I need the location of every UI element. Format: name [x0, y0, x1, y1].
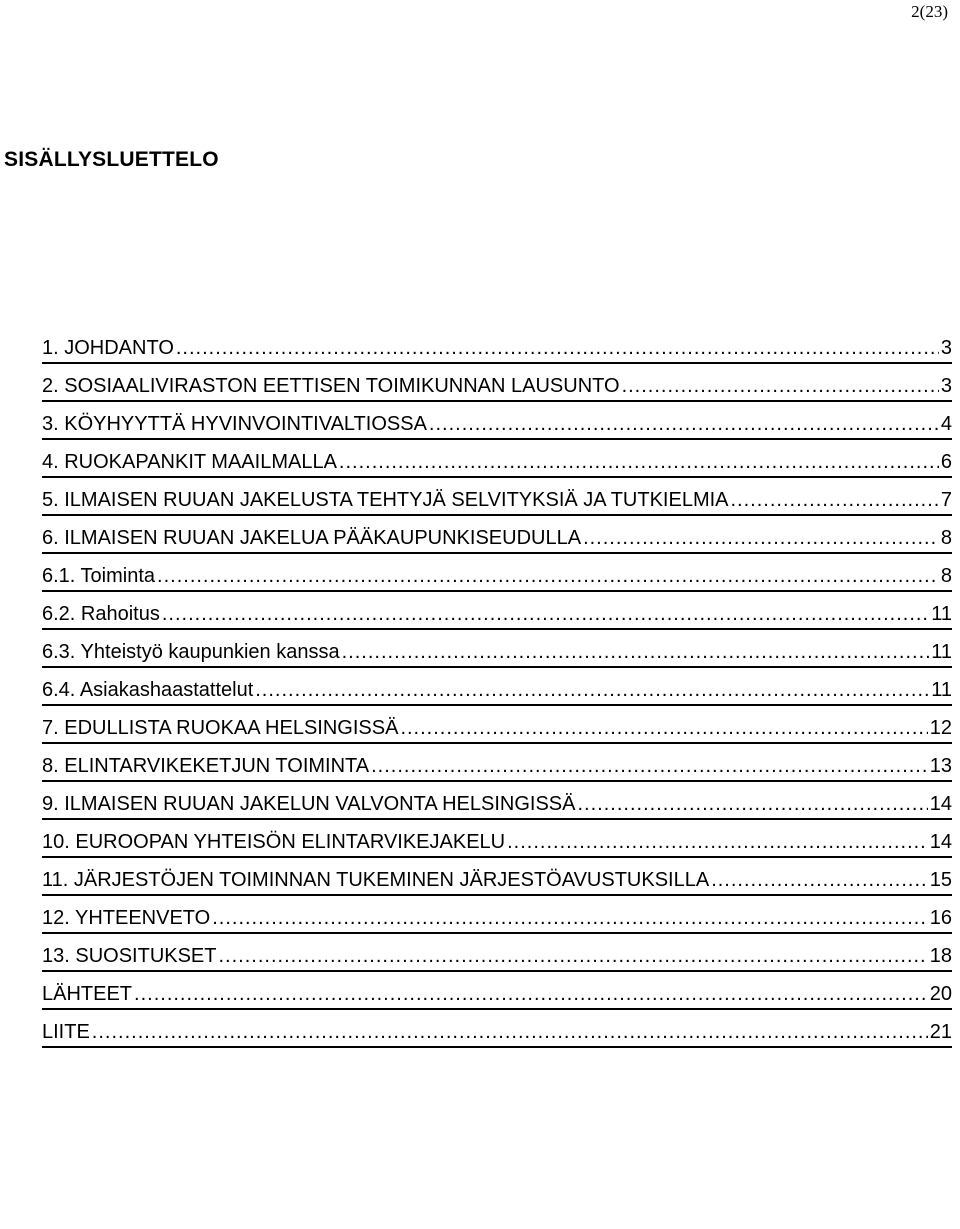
toc-subentry[interactable]: [42, 554, 952, 592]
toc-entry[interactable]: [42, 782, 952, 820]
toc-entry-label: 13. SUOSITUKSET: [42, 945, 217, 967]
toc-entry-page: 21: [929, 1021, 952, 1043]
toc-entry-label: 1. JOHDANTO: [42, 337, 174, 359]
toc-title: SISÄLLYSLUETTELO: [4, 148, 219, 171]
table-of-contents: [42, 326, 952, 1048]
toc-entry-page: 7: [940, 489, 952, 511]
toc-entry-page: 11: [931, 679, 952, 701]
toc-entry-page: 14: [929, 793, 952, 815]
toc-entry-page: 6: [940, 451, 952, 473]
toc-entry-label: 6.1. Toiminta: [42, 565, 156, 587]
toc-entry-label: 6.2. Rahoitus: [42, 603, 160, 625]
toc-entry-label: 5. ILMAISEN RUUAN JAKELUSTA TEHTYJÄ SELVITYKSIÄ JA TUTKIELMIA: [42, 489, 729, 511]
toc-entry-label: 2. SOSIAALIVIRASTON EETTISEN TOIMIKUNNAN LAUSUNTO: [42, 375, 620, 397]
toc-entry[interactable]: [42, 972, 952, 1010]
toc-entry-label: 3. KÖYHYYTTÄ HYVINVOINTIVALTIOSSA: [42, 413, 427, 435]
toc-entry-page: 8: [940, 565, 952, 587]
toc-entry[interactable]: [42, 858, 952, 896]
toc-entry-label: 6.3. Yhteistyö kaupunkien kanssa: [42, 641, 340, 663]
toc-entry[interactable]: [42, 364, 952, 402]
toc-entry-page: 12: [929, 717, 952, 739]
toc-entry-page: 11: [931, 641, 952, 663]
toc-entry[interactable]: [42, 440, 952, 478]
toc-subentry[interactable]: [42, 592, 952, 630]
toc-subentry[interactable]: [42, 630, 952, 668]
toc-entry-page: 8: [940, 527, 952, 549]
toc-entry-page: 16: [929, 907, 952, 929]
toc-entry-page: 20: [929, 983, 952, 1005]
toc-entry[interactable]: [42, 326, 952, 364]
toc-entry[interactable]: [42, 896, 952, 934]
toc-entry[interactable]: [42, 478, 952, 516]
toc-entry-label: 6.4. Asiakashaastattelut: [42, 679, 254, 701]
toc-entry[interactable]: [42, 516, 952, 554]
toc-entry-label: 10. EUROOPAN YHTEISÖN ELINTARVIKEJAKELU: [42, 831, 506, 853]
toc-entry[interactable]: [42, 706, 952, 744]
toc-entry-label: 4. RUOKAPANKIT MAAILMALLA: [42, 451, 337, 473]
toc-entry-page: 13: [929, 755, 952, 777]
toc-entry-label: 9. ILMAISEN RUUAN JAKELUN VALVONTA HELSINGISSÄ: [42, 793, 576, 815]
toc-entry-label: LÄHTEET: [42, 983, 133, 1005]
toc-entry-page: 18: [929, 945, 952, 967]
page-number: 2(23): [911, 2, 948, 21]
toc-subentry[interactable]: [42, 668, 952, 706]
toc-entry-label: 12. YHTEENVETO: [42, 907, 211, 929]
toc-entry-label: 8. ELINTARVIKEKETJUN TOIMINTA: [42, 755, 370, 777]
toc-entry-page: 14: [929, 831, 952, 853]
dot-leader: [92, 1010, 928, 1054]
toc-entry[interactable]: [42, 934, 952, 972]
toc-entry-page: 11: [931, 603, 952, 625]
toc-entry-label: 11. JÄRJESTÖJEN TOIMINNAN TUKEMINEN JÄRJESTÖAVUSTUKSILLA: [42, 869, 710, 891]
toc-entry-label: 7. EDULLISTA RUOKAA HELSINGISSÄ: [42, 717, 399, 739]
toc-entry[interactable]: [42, 744, 952, 782]
toc-entry-label: 6. ILMAISEN RUUAN JAKELUA PÄÄKAUPUNKISEUDULLA: [42, 527, 582, 549]
toc-entry[interactable]: [42, 820, 952, 858]
toc-entry-page: 3: [940, 337, 952, 359]
toc-entry-page: 15: [929, 869, 952, 891]
toc-entry[interactable]: [42, 1010, 952, 1048]
toc-entry-page: 4: [940, 413, 952, 435]
toc-entry-page: 3: [940, 375, 952, 397]
toc-entry-label: LIITE: [42, 1021, 90, 1043]
toc-entry[interactable]: [42, 402, 952, 440]
